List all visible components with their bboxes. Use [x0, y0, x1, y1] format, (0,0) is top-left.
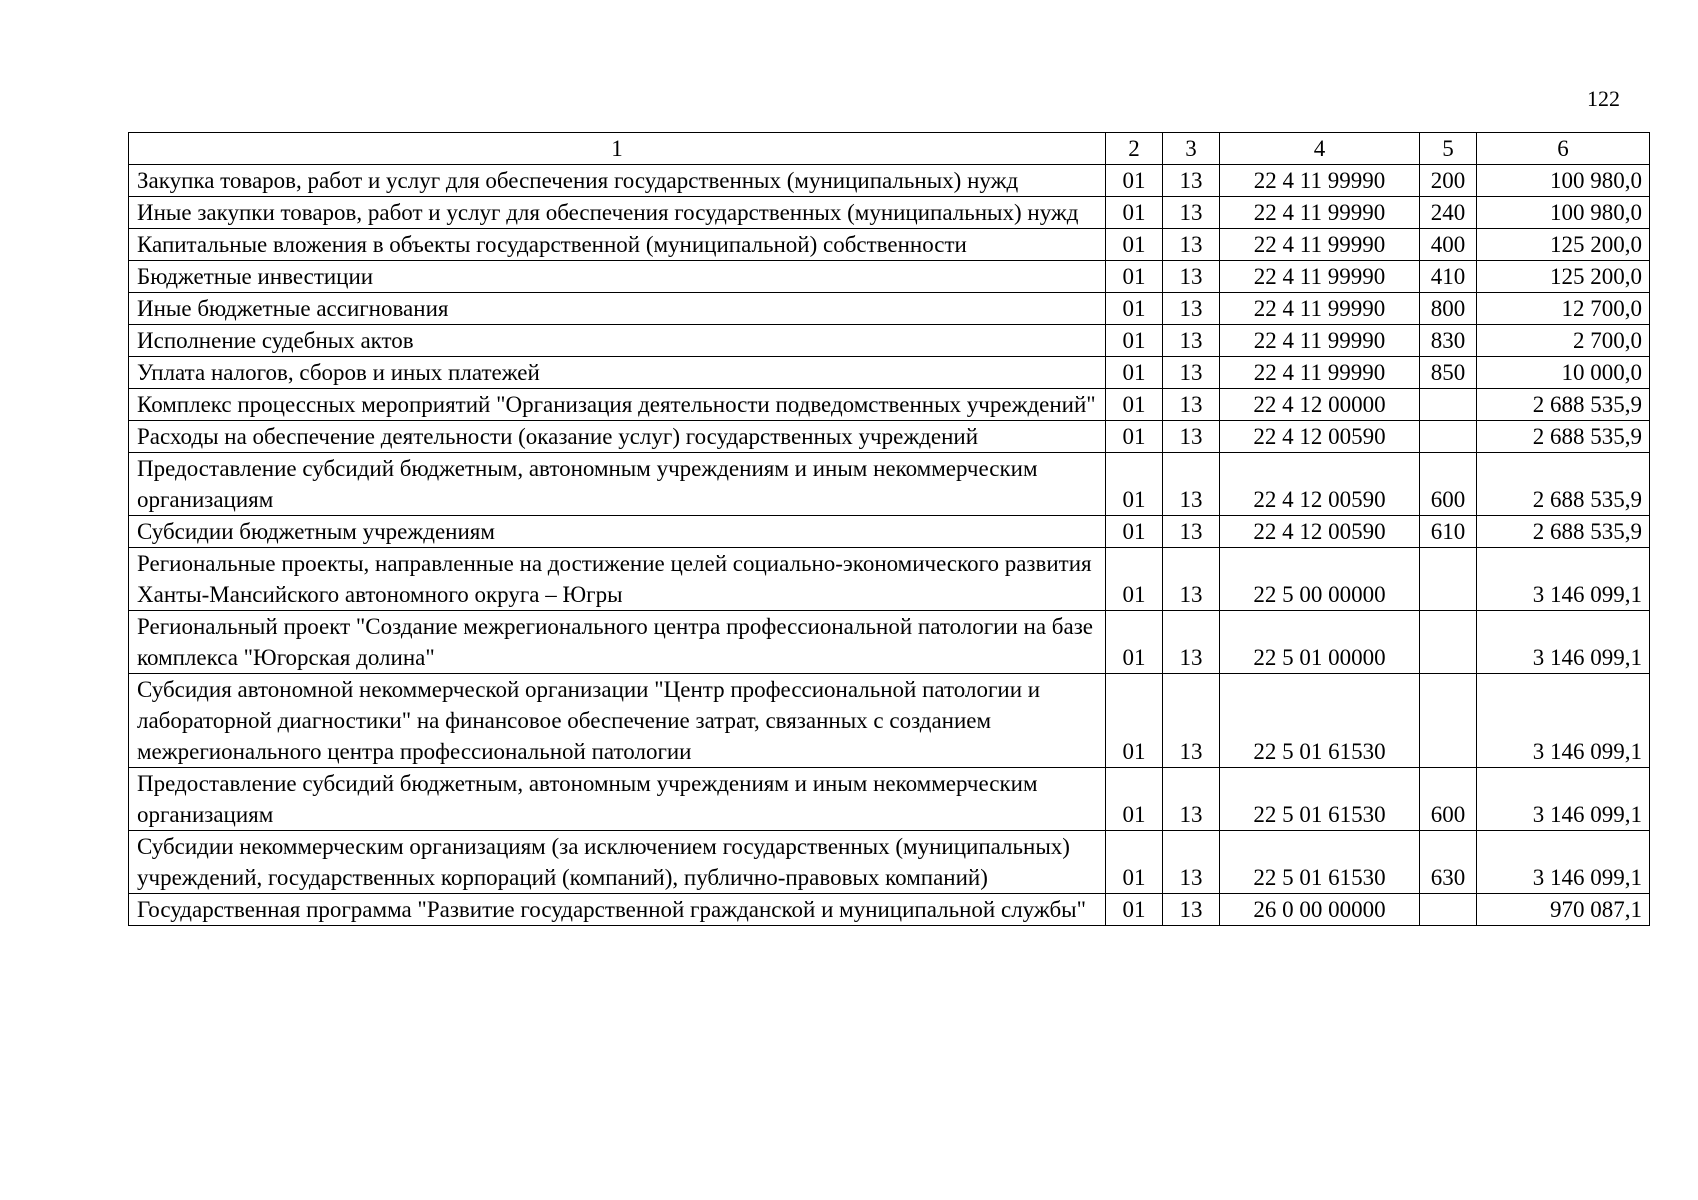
subsection-code-cell: 13 — [1163, 674, 1220, 768]
target-article-cell: 22 4 11 99990 — [1220, 261, 1420, 293]
amount-cell: 3 146 099,1 — [1477, 831, 1650, 894]
amount-cell: 3 146 099,1 — [1477, 611, 1650, 674]
expense-name-cell: Государственная программа "Развитие государственной гражданской и муниципальной службы" — [129, 894, 1106, 926]
target-article-cell: 22 4 11 99990 — [1220, 197, 1420, 229]
header-col-2: 2 — [1106, 133, 1163, 165]
expense-type-cell — [1420, 421, 1477, 453]
expense-type-cell — [1420, 894, 1477, 926]
section-code-cell: 01 — [1106, 894, 1163, 926]
table-row — [129, 165, 1650, 197]
expense-name-cell: Бюджетные инвестиции — [129, 261, 1106, 293]
target-article-cell: 22 5 00 00000 — [1220, 548, 1420, 611]
section-code-cell: 01 — [1106, 325, 1163, 357]
target-article-cell: 22 4 11 99990 — [1220, 325, 1420, 357]
table-row — [129, 357, 1650, 389]
amount-cell: 100 980,0 — [1477, 197, 1650, 229]
amount-cell: 2 700,0 — [1477, 325, 1650, 357]
section-code-cell: 01 — [1106, 421, 1163, 453]
table-row — [129, 611, 1650, 674]
subsection-code-cell: 13 — [1163, 768, 1220, 831]
section-code-cell: 01 — [1106, 197, 1163, 229]
target-article-cell: 22 4 11 99990 — [1220, 293, 1420, 325]
expense-name-cell: Субсидии некоммерческим организациям (за исключением государственных (муниципальных) учреждений, государственных корпораций (компаний), публично-правовых компаний) — [129, 831, 1106, 894]
header-col-5: 5 — [1420, 133, 1477, 165]
expense-name-cell: Капитальные вложения в объекты государственной (муниципальной) собственности — [129, 229, 1106, 261]
expense-type-cell: 200 — [1420, 165, 1477, 197]
table-row — [129, 325, 1650, 357]
amount-cell: 2 688 535,9 — [1477, 516, 1650, 548]
header-col-4: 4 — [1220, 133, 1420, 165]
amount-cell: 125 200,0 — [1477, 229, 1650, 261]
expense-name-cell: Иные закупки товаров, работ и услуг для обеспечения государственных (муниципальных) нужд — [129, 197, 1106, 229]
section-code-cell: 01 — [1106, 674, 1163, 768]
subsection-code-cell: 13 — [1163, 229, 1220, 261]
subsection-code-cell: 13 — [1163, 453, 1220, 516]
expense-type-cell: 630 — [1420, 831, 1477, 894]
section-code-cell: 01 — [1106, 768, 1163, 831]
subsection-code-cell: 13 — [1163, 831, 1220, 894]
expense-name-cell: Предоставление субсидий бюджетным, автономным учреждениям и иным некоммерческим организациям — [129, 453, 1106, 516]
target-article-cell: 22 5 01 61530 — [1220, 831, 1420, 894]
expense-type-cell — [1420, 389, 1477, 421]
target-article-cell: 22 5 01 61530 — [1220, 674, 1420, 768]
target-article-cell: 22 4 12 00590 — [1220, 516, 1420, 548]
expense-name-cell: Предоставление субсидий бюджетным, автономным учреждениям и иным некоммерческим организациям — [129, 768, 1106, 831]
target-article-cell: 22 4 11 99990 — [1220, 229, 1420, 261]
table-row — [129, 768, 1650, 831]
target-article-cell: 26 0 00 00000 — [1220, 894, 1420, 926]
expense-type-cell — [1420, 611, 1477, 674]
expense-type-cell — [1420, 674, 1477, 768]
subsection-code-cell: 13 — [1163, 611, 1220, 674]
target-article-cell: 22 4 11 99990 — [1220, 357, 1420, 389]
subsection-code-cell: 13 — [1163, 261, 1220, 293]
expense-type-cell: 800 — [1420, 293, 1477, 325]
subsection-code-cell: 13 — [1163, 548, 1220, 611]
page-number: 122 — [1587, 86, 1620, 111]
amount-cell: 3 146 099,1 — [1477, 768, 1650, 831]
table-row — [129, 293, 1650, 325]
section-code-cell: 01 — [1106, 357, 1163, 389]
expense-name-cell: Закупка товаров, работ и услуг для обеспечения государственных (муниципальных) нужд — [129, 165, 1106, 197]
target-article-cell: 22 4 12 00590 — [1220, 421, 1420, 453]
header-row — [129, 133, 1650, 165]
target-article-cell: 22 5 01 61530 — [1220, 768, 1420, 831]
expense-type-cell: 830 — [1420, 325, 1477, 357]
table-row — [129, 548, 1650, 611]
section-code-cell: 01 — [1106, 389, 1163, 421]
section-code-cell: 01 — [1106, 453, 1163, 516]
subsection-code-cell: 13 — [1163, 516, 1220, 548]
subsection-code-cell: 13 — [1163, 293, 1220, 325]
expense-type-cell: 400 — [1420, 229, 1477, 261]
subsection-code-cell: 13 — [1163, 421, 1220, 453]
expense-type-cell: 240 — [1420, 197, 1477, 229]
subsection-code-cell: 13 — [1163, 165, 1220, 197]
section-code-cell: 01 — [1106, 516, 1163, 548]
amount-cell: 125 200,0 — [1477, 261, 1650, 293]
expense-name-cell: Иные бюджетные ассигнования — [129, 293, 1106, 325]
section-code-cell: 01 — [1106, 548, 1163, 611]
amount-cell: 3 146 099,1 — [1477, 674, 1650, 768]
section-code-cell: 01 — [1106, 165, 1163, 197]
expense-name-cell: Региональные проекты, направленные на достижение целей социально-экономического развития Ханты-Мансийского автономного округа – Югры — [129, 548, 1106, 611]
target-article-cell: 22 4 11 99990 — [1220, 165, 1420, 197]
expense-type-cell: 610 — [1420, 516, 1477, 548]
subsection-code-cell: 13 — [1163, 357, 1220, 389]
target-article-cell: 22 4 12 00590 — [1220, 453, 1420, 516]
expense-name-cell: Субсидия автономной некоммерческой организации "Центр профессиональной патологии и лабораторной диагностики" на финансовое обеспечение затрат, связанных с созданием межрегионального центра профессиональной патологии — [129, 674, 1106, 768]
section-code-cell: 01 — [1106, 229, 1163, 261]
expense-type-cell: 850 — [1420, 357, 1477, 389]
table-row — [129, 229, 1650, 261]
target-article-cell: 22 5 01 00000 — [1220, 611, 1420, 674]
subsection-code-cell: 13 — [1163, 197, 1220, 229]
amount-cell: 12 700,0 — [1477, 293, 1650, 325]
expense-name-cell: Исполнение судебных актов — [129, 325, 1106, 357]
table-row — [129, 421, 1650, 453]
expense-name-cell: Расходы на обеспечение деятельности (оказание услуг) государственных учреждений — [129, 421, 1106, 453]
section-code-cell: 01 — [1106, 831, 1163, 894]
expense-name-cell: Региональный проект "Создание межрегионального центра профессиональной патологии на базе комплекса "Югорская долина" — [129, 611, 1106, 674]
table-row — [129, 894, 1650, 926]
amount-cell: 2 688 535,9 — [1477, 389, 1650, 421]
expense-type-cell — [1420, 548, 1477, 611]
table-row — [129, 261, 1650, 293]
table-row — [129, 516, 1650, 548]
subsection-code-cell: 13 — [1163, 325, 1220, 357]
amount-cell: 100 980,0 — [1477, 165, 1650, 197]
header-col-3: 3 — [1163, 133, 1220, 165]
target-article-cell: 22 4 12 00000 — [1220, 389, 1420, 421]
table-body — [129, 165, 1650, 926]
subsection-code-cell: 13 — [1163, 389, 1220, 421]
amount-cell: 970 087,1 — [1477, 894, 1650, 926]
amount-cell: 3 146 099,1 — [1477, 548, 1650, 611]
table-row — [129, 197, 1650, 229]
expense-type-cell: 600 — [1420, 768, 1477, 831]
subsection-code-cell: 13 — [1163, 894, 1220, 926]
expense-name-cell: Уплата налогов, сборов и иных платежей — [129, 357, 1106, 389]
expense-name-cell: Комплекс процессных мероприятий "Организация деятельности подведомственных учреждений" — [129, 389, 1106, 421]
table-row — [129, 453, 1650, 516]
budget-table — [128, 132, 1650, 926]
section-code-cell: 01 — [1106, 611, 1163, 674]
table-row — [129, 674, 1650, 768]
table-row — [129, 831, 1650, 894]
header-col-6: 6 — [1477, 133, 1650, 165]
amount-cell: 10 000,0 — [1477, 357, 1650, 389]
section-code-cell: 01 — [1106, 261, 1163, 293]
section-code-cell: 01 — [1106, 293, 1163, 325]
table-row — [129, 389, 1650, 421]
expense-type-cell: 410 — [1420, 261, 1477, 293]
header-col-1: 1 — [129, 133, 1106, 165]
expense-name-cell: Субсидии бюджетным учреждениям — [129, 516, 1106, 548]
amount-cell: 2 688 535,9 — [1477, 421, 1650, 453]
expense-type-cell: 600 — [1420, 453, 1477, 516]
amount-cell: 2 688 535,9 — [1477, 453, 1650, 516]
